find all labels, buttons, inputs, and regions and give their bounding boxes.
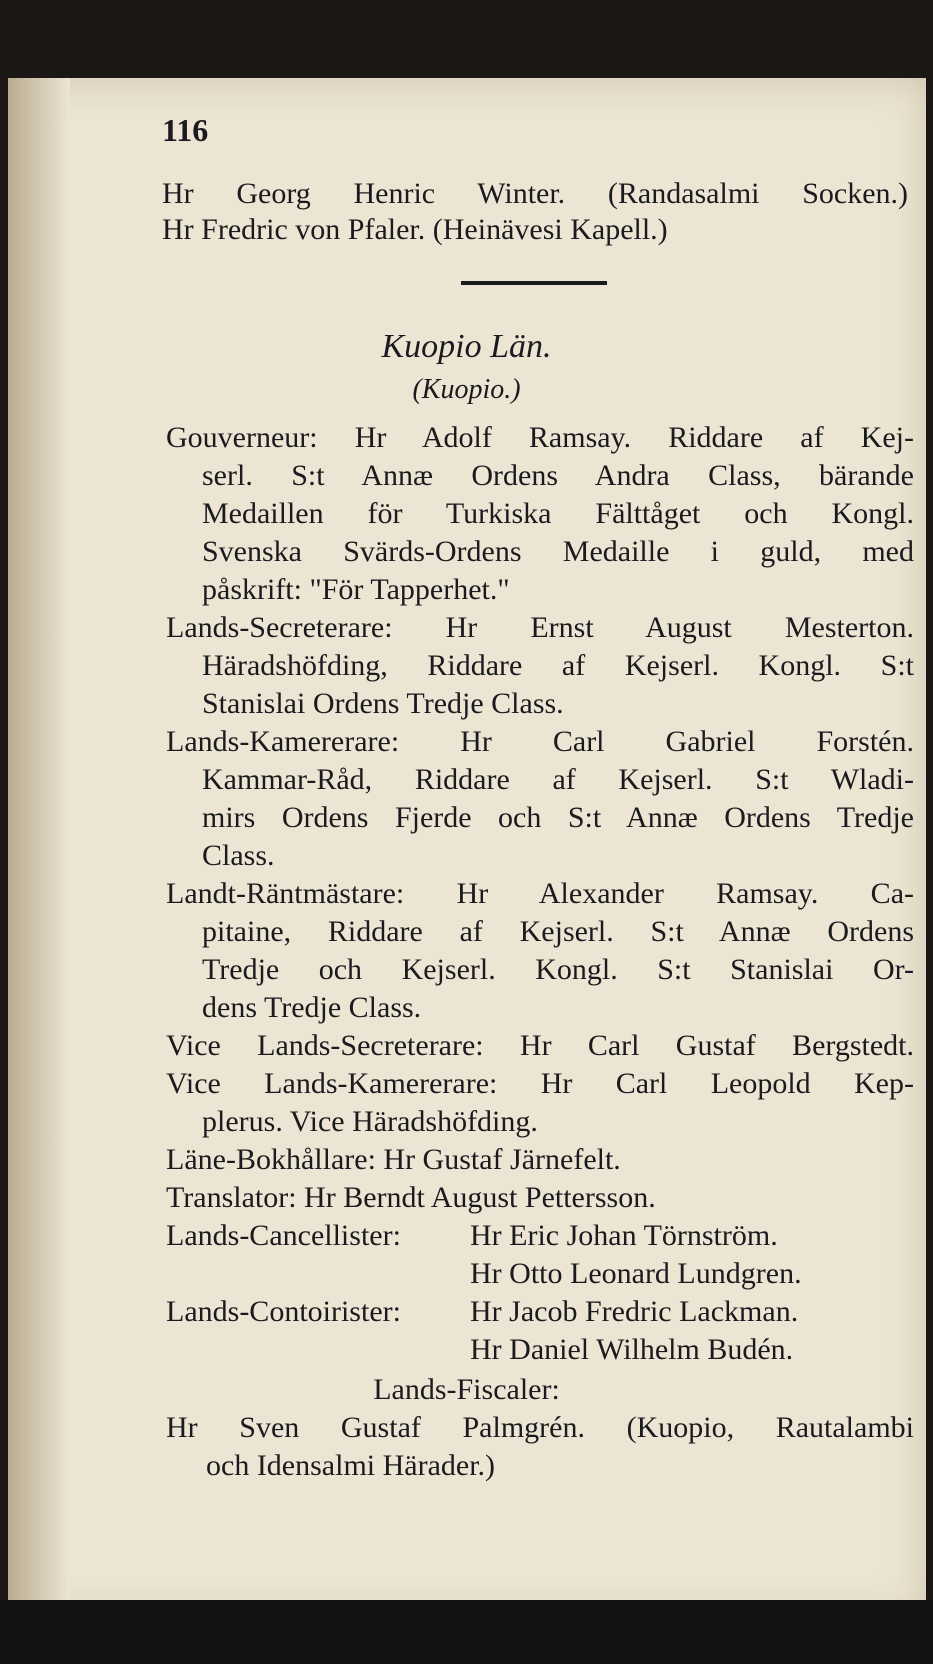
entry-line: Translator: Hr Berndt August Pettersson.: [166, 1181, 656, 1214]
cancellister-name: Hr Otto Leonard Lundgren.: [470, 1257, 802, 1290]
entry-line: Gouverneur: Hr Adolf Ramsay. Riddare af Kej-: [166, 421, 914, 454]
entry-line: mirs Ordens Fjerde och S:t Annæ Ordens Tredje: [202, 801, 914, 834]
entry-line: Kammar-Råd, Riddare af Kejserl. S:t Wladi-: [202, 763, 914, 796]
entry-line: påskrift: "För Tapperhet.": [202, 573, 510, 606]
page-number: 116: [162, 112, 209, 148]
entry-line: Läne-Bokhållare: Hr Gustaf Järnefelt.: [166, 1143, 621, 1176]
entry-line: Svenska Svärds-Ordens Medaille i guld, med: [202, 535, 914, 568]
entry-line: dens Tredje Class.: [202, 991, 422, 1024]
scan-background: [0, 1600, 933, 1664]
contoirister-name: Hr Jacob Fredric Lackman.: [470, 1295, 799, 1328]
entry-line: Lands-Secreterare: Hr Ernst August Mesterton.: [166, 611, 914, 644]
entry-line: Tredje och Kejserl. Kongl. S:t Stanislai Or-: [202, 953, 914, 986]
entry-line: Medaillen för Turkiska Fälttåget och Kongl.: [202, 497, 914, 530]
fiscaler-line: Hr Sven Gustaf Palmgrén. (Kuopio, Rautalambi: [166, 1411, 914, 1444]
cancellister-label: Lands-Cancellister:: [166, 1219, 401, 1252]
section-subtitle: (Kuopio.): [412, 374, 521, 405]
entry-line: plerus. Vice Häradshöfding.: [202, 1105, 538, 1138]
header-line: Hr Georg Henric Winter. (Randasalmi Socken.): [162, 177, 908, 210]
entry-line: Class.: [202, 839, 275, 872]
fiscaler-line: och Idensalmi Härader.): [206, 1449, 496, 1482]
entry-line: Landt-Räntmästare: Hr Alexander Ramsay. Ca-: [166, 877, 914, 910]
fiscaler-heading: Lands-Fiscaler:: [373, 1373, 560, 1406]
section-title: Kuopio Län.: [381, 328, 552, 365]
entry-line: Stanislai Ordens Tredje Class.: [202, 687, 564, 720]
entry-line: serl. S:t Annæ Ordens Andra Class, bärande: [202, 459, 914, 492]
entry-line: pitaine, Riddare af Kejserl. S:t Annæ Ordens: [202, 915, 914, 948]
header-line: Hr Fredric von Pfaler. (Heinävesi Kapell.): [162, 213, 668, 246]
entry-line: Häradshöfding, Riddare af Kejserl. Kongl. S:t: [202, 649, 914, 682]
cancellister-name: Hr Eric Johan Törnström.: [470, 1219, 778, 1252]
entry-line: Vice Lands-Kamererare: Hr Carl Leopold Kep-: [166, 1067, 914, 1100]
entry-line: Lands-Kamererare: Hr Carl Gabriel Forstén.: [166, 725, 914, 758]
contoirister-label: Lands-Contoirister:: [166, 1295, 401, 1328]
contoirister-name: Hr Daniel Wilhelm Budén.: [470, 1333, 794, 1366]
entry-line: Vice Lands-Secreterare: Hr Carl Gustaf Bergstedt.: [166, 1029, 914, 1062]
section-divider: [461, 281, 607, 285]
